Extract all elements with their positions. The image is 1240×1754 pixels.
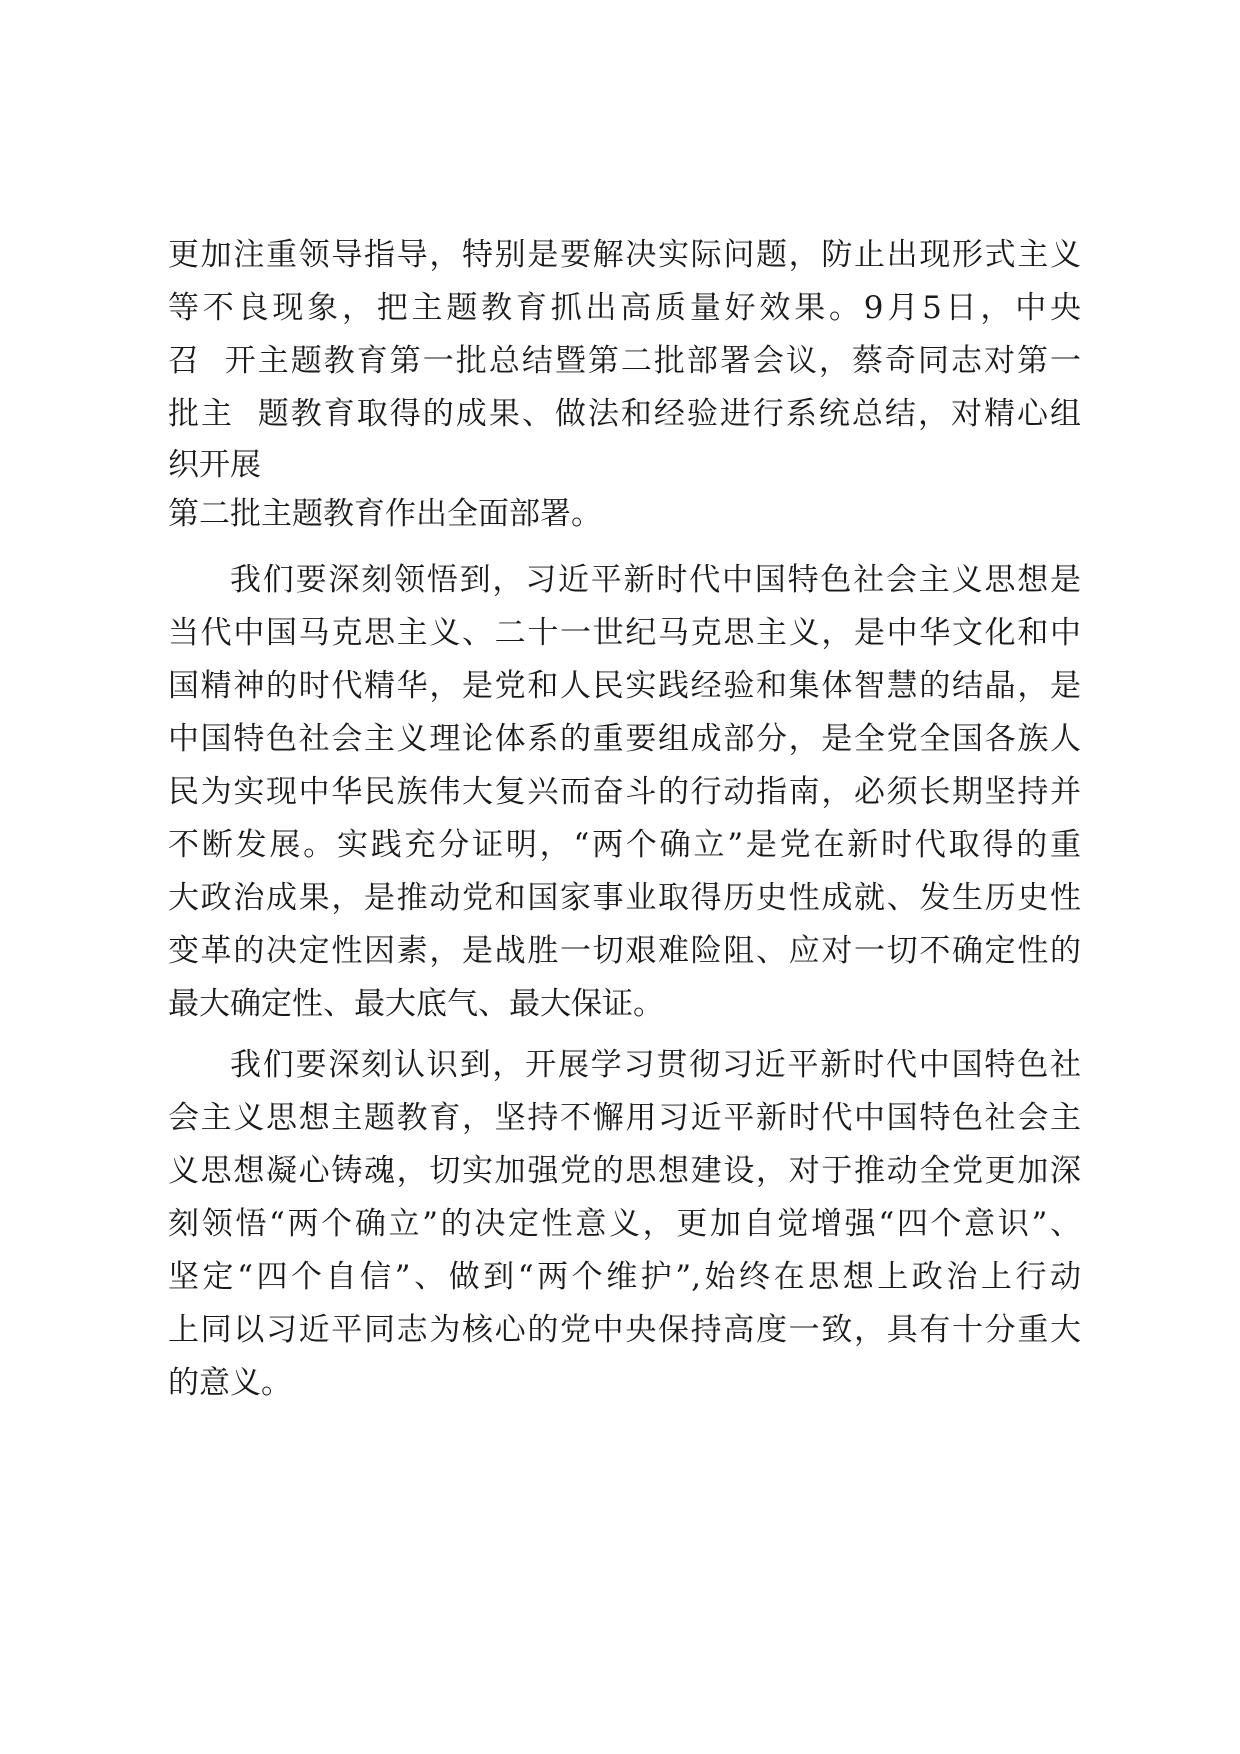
- paragraph-2-line-9: 最大确定性、最大底气、最大保证。: [168, 986, 664, 1022]
- paragraph-1-line-6: 第二批主题教育作出全面部署。: [168, 496, 602, 532]
- paragraph-1-line-4: 批主 题教育取得的成果、做法和经验进行系统总结，对精心组: [168, 396, 1081, 432]
- paragraph-3-line-3: 义思想凝心铸魂，切实加强党的思想建设，对于推动全党更加深: [168, 1153, 1081, 1189]
- paragraph-1-line-5: 织开展: [168, 447, 261, 483]
- paragraph-2-line-4: 中国特色社会主义理论体系的重要组成部分，是全党全国各族人: [168, 721, 1081, 757]
- paragraph-3-line-4: 刻领悟“两个确立”的决定性意义，更加自觉增强“四个意识”、: [168, 1206, 1081, 1242]
- paragraph-2-line-5: 民为实现中华民族伟大复兴而奋斗的行动指南，必须长期坚持并: [168, 774, 1081, 810]
- paragraph-3-line-1: 我们要深刻认识到，开展学习贯彻习近平新时代中国特色社: [230, 1047, 1081, 1083]
- paragraph-2-line-6: 不断发展。实践充分证明，“两个确立”是党在新时代取得的重: [168, 827, 1081, 863]
- paragraph-3-line-5: 坚定“四个自信”、做到“两个维护”,始终在思想上政治上行动: [168, 1259, 1081, 1295]
- paragraph-3-line-6: 上同以习近平同志为核心的党中央保持高度一致，具有十分重大: [168, 1312, 1081, 1348]
- paragraph-2-line-1: 我们要深刻领悟到，习近平新时代中国特色社会主义思想是: [230, 562, 1081, 598]
- paragraph-3-line-2: 会主义思想主题教育，坚持不懈用习近平新时代中国特色社会主: [168, 1100, 1081, 1136]
- paragraph-3-line-7: 的意义。: [168, 1365, 292, 1401]
- paragraph-1-line-3: 召 开主题教育第一批总结暨第二批部署会议，蔡奇同志对第一: [168, 343, 1081, 379]
- paragraph-1-line-1: 更加注重领导指导，特别是要解决实际问题，防止出现形式主义: [168, 237, 1081, 273]
- paragraph-2-line-7: 大政治成果，是推动党和国家事业取得历史性成就、发生历史性: [168, 880, 1081, 916]
- paragraph-2-line-8: 变革的决定性因素，是战胜一切艰难险阻、应对一切不确定性的: [168, 933, 1081, 969]
- paragraph-1-line-2: 等不良现象，把主题教育抓出高质量好效果。9月5日，中央: [168, 290, 1081, 326]
- paragraph-2-line-3: 国精神的时代精华，是党和人民实践经验和集体智慧的结晶，是: [168, 668, 1081, 704]
- paragraph-2-line-2: 当代中国马克思主义、二十一世纪马克思主义，是中华文化和中: [168, 615, 1081, 651]
